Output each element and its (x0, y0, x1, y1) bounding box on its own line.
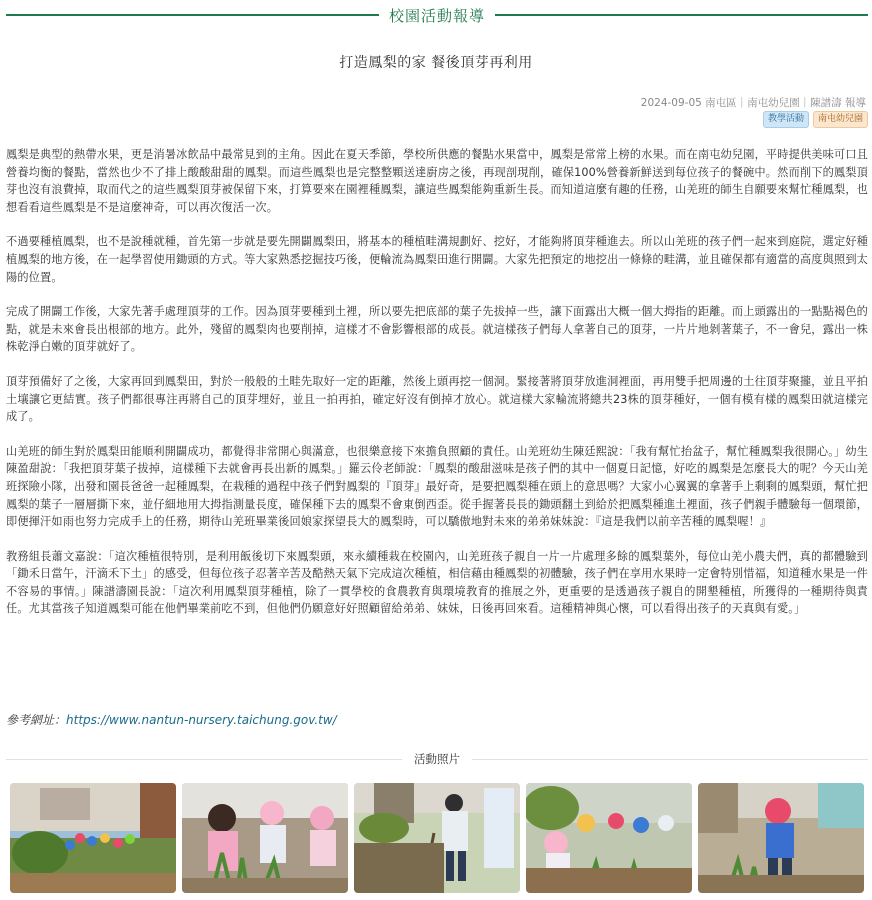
reference-link[interactable]: https://www.nantun-nursery.taichung.gov.tw/ (66, 713, 337, 727)
article-body (6, 146, 868, 635)
tag-school[interactable]: 南屯幼兒園 (813, 111, 868, 128)
paragraph: 山羌班的師生對於鳳梨田能順利開闢成功，都覺得非常開心與滿意，也很樂意接下來擔負照顧的責任。山羌班幼生陳廷熙說：「我有幫忙抬盆子，幫忙種鳳梨我很開心。」幼生陳盈甜說：「我把頂芽葉子拔掉，這樣種下去就會再長出新的鳳梨。」羅云伶老師說：「鳳梨的酸甜滋味是孩子們的其中一個夏日記憶，好吃的鳳梨是怎麼長大的呢？今天山羌班探險小隊，出發和園長爸爸一起種鳳梨，在栽種的過程中孩子們對鳳梨的『頂芽』最好奇，是要把鳳梨種在頭上的意思嗎？大家小心翼翼的拿著手上剩剩的鳳梨頭，幫忙把鳳梨的葉子一層層撕下來，並仔細地用大拇指測量長度，確保種下去的鳳梨不會東倒西歪。從手握著長長的鋤頭翻土到給於把鳳梨種進土裡面，孩子們親手體驗每一個環節，即便揮汗如雨也努力完成手上的任務，期待山羌班畢業後回娘家探望長大的鳳梨時，可以驕傲地對未來的弟弟妹妹說：『這是我們以前辛苦種的鳳梨喔！』 (6, 444, 868, 529)
paragraph: 教務組長蕭文嘉說：「這次種植很特別，是利用飯後切下來鳳梨頭，來永續種栽在校園內，山羌班孩子親自一片一片處理多餘的鳳梨葉外，每位山羌小農夫們，真的都體驗到「鋤禾日當午，汗滴禾下土」的感受，但每位孩子忍著辛苦及酷熱天氣下完成這次種植，相信藉由種鳳梨的初體驗，孩子們在享用水果時一定會特別惜福，知道種水果是一件不容易的事情。」陳譜濤園長說：「這次利用鳳梨頂芽種植，除了一貫學校的食農教育與環境教育的推展之外，更重要的是透過孩子親自的開墾種植，所獲得的一種期待與責任。尤其當孩子知道鳳梨可能在他們畢業前吃不到，但他們仍願意好好照顧留給弟弟、妹妹，日後再回來看。這種精神與心懷，可以看得出孩子的天真與有愛。」 (6, 549, 868, 616)
activity-photo-2[interactable] (182, 783, 348, 893)
activity-photo-5[interactable] (698, 783, 864, 893)
activity-photo-1[interactable] (10, 783, 176, 893)
article-title: 打造鳳梨的家 餐後頂芽再利用 (339, 55, 533, 71)
photos-title: 活動照片 (414, 752, 460, 766)
tag-list (763, 111, 868, 128)
reference-line (6, 711, 337, 728)
photos-divider-left (6, 759, 402, 760)
activity-photo-3[interactable] (354, 783, 520, 893)
paragraph: 鳳梨是典型的熱帶水果，更是消暑冰飲品中最常見到的主角。因此在夏天季節，學校所供應的餐點水果當中，鳳梨是常常上榜的水果。而在南屯幼兒園，平時提供美味可口且營養均衡的餐點，當然也少不了排上酸酸甜甜的鳳梨。而這些鳳梨也是完整整顆送達廚房之後，再现剖現削，確保100%營養新鮮送到每位孩子的餐碗中。然而削下的鳳梨頂芽也沒有浪費掉，取而代之的這些鳳梨頂芽被保留下來，打算要來在園裡種鳳梨，讓這些鳳梨能夠重新生長。而知道這麼有趣的任務，山羌班的師生自願要來幫忙種鳳梨，也想看看這些鳳梨是不是這麼神奇，可以再次復活一次。 (6, 148, 868, 214)
photos-section-header (6, 750, 868, 768)
photos-divider-right (472, 759, 868, 760)
tag-teaching-activity[interactable]: 教學活動 (763, 111, 809, 128)
paragraph: 不過要種植鳳梨，也不是說種就種，首先第一步就是要先開闢鳳梨田，將基本的種植畦溝規劃好、挖好，才能夠將頂芽種進去。所以山羌班的孩子們一起來到庭院，選定好種植鳳梨的地方後，在一起學習使用鋤頭的方式。等大家熟悉挖掘技巧後，便輪流為鳳梨田進行開闢。大家先把預定的地挖出一條條的畦溝，並且確保都有適當的高度與照到太陽的位置。 (6, 235, 868, 284)
photo-gallery (10, 783, 864, 893)
reference-label: 參考網址： (6, 713, 67, 727)
paragraph: 頂芽預備好了之後，大家再回到鳳梨田，對於一般般的土畦先取好一定的距離，然後上頭再挖一個洞。緊接著將頂芽放進洞裡面，再用雙手把周邊的土往頂芽聚攏，並且平拍土壤讓它更結實。孩子們都很專注再將自己的頂芽埋好，並且一拍再拍，確定好沒有倒掉才放心。就這樣大家輪流將總共23株的頂芽種好，一個有模有樣的鳳梨田就這樣完成了。 (6, 374, 868, 424)
header-line-right (495, 14, 868, 16)
paragraph: 完成了開闢工作後，大家先著手處理頂芽的工作。因為頂芽要種到土裡，所以要先把底部的葉子先拔掉一些，讓下面露出大概一個大拇指的距離。而上頭露出的一點點褐色的點，就是未來會長出根部的地方。此外，殘留的鳳梨肉也要削掉，這樣才不會影響根部的成長。就這樣孩子們每人拿著自己的頂芽，一片片地剝著葉子，不一會兒，露出一株株乾淨白嫩的頂芽就好了。 (6, 305, 868, 354)
header-line-left (6, 14, 379, 16)
section-title: 校園活動報導 (389, 6, 486, 25)
article-meta: 2024-09-05 南屯區｜南屯幼兒園｜陳譜濤 報導 (640, 97, 866, 109)
activity-photo-4[interactable] (526, 783, 692, 893)
section-header (6, 4, 868, 26)
